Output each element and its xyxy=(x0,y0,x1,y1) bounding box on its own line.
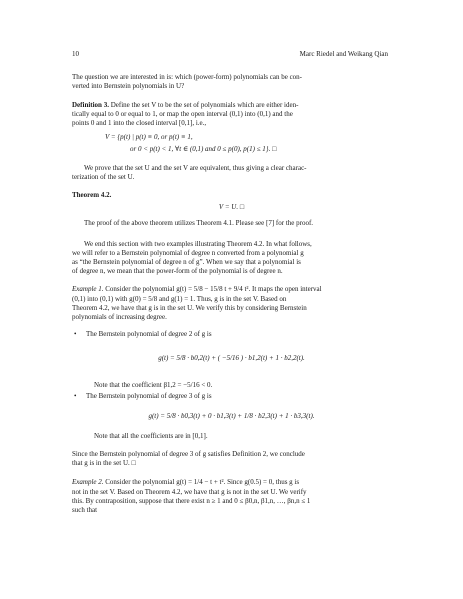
definition-line-2: tically equal to 0 or equal to 1, or map the open interval (0,1) into (0,1) and the xyxy=(72,110,293,118)
intro-line-1: The question we are interested in is: which (power-form) polynomials can be con- xyxy=(72,73,303,81)
example2-line-4: such that xyxy=(72,506,98,514)
example1-line-4: polynomials of increasing degree. xyxy=(72,313,167,321)
example1-conclusion-line-1: Since the Bernstein polynomial of degree 3 of g satisfies Definition 2, we conclude xyxy=(72,450,305,458)
definition-line-3: points 0 and 1 into the closed interval [0,1], i.e., xyxy=(72,119,207,127)
paragraph-line-3: as “the Bernstein polynomial of degree n of g”. When we say that a polynomial is xyxy=(72,258,301,266)
example1-note-degree2: Note that the coefficient β1,2 = −5/16 < 0. xyxy=(94,381,213,389)
example1-conclusion-line-2: that g is in the set U. □ xyxy=(72,459,136,467)
example1-note-degree3: Note that all the coefficients are in [0,1]. xyxy=(94,432,208,440)
proof-line: The proof of the above theorem utilizes Theorem 4.1. Please see [7] for the proof. xyxy=(84,219,314,227)
paragraph-line-4: of degree n, we mean that the power-form of the polynomial is of degree n. xyxy=(72,267,283,275)
example1-line-2: (0,1) into (0,1) with g(0) = 5/8 and g(1) = 1. Thus, g is in the set V. Based on xyxy=(72,295,287,303)
example1-line-3: Theorem 4.2, we have that g is in the set U. We verify this by considering Bernstein xyxy=(72,304,307,312)
bullet-marker: • xyxy=(74,392,77,400)
example2-text: Consider the polynomial g(t) = 1/4 − t + t². Since g(0.5) = 0, thus g is xyxy=(105,478,300,486)
example1-label: Example 1. xyxy=(72,285,104,293)
equivalence-line-2: terization of the set U. xyxy=(72,173,135,181)
equivalence-line-1: We prove that the set U and the set V are equivalent, thus giving a clear charac- xyxy=(84,164,307,172)
example2-label: Example 2. xyxy=(72,478,104,486)
definition-equation-2: or 0 < p(t) < 1, ∀t ∈ (0,1) and 0 ≤ p(0), p(1) ≤ 1}. □ xyxy=(130,145,277,153)
definition-line-1 xyxy=(72,101,298,110)
running-header-authors: Marc Riedel and Weikang Qian xyxy=(299,50,388,58)
example2-line-2: not in the set V. Based on Theorem 4.2, we have that g is not in the set U. We verify xyxy=(72,488,307,496)
definition-equation-1: V = {p(t) | p(t) ≡ 0, or p(t) ≡ 1, xyxy=(105,133,193,141)
paragraph-line-1: We end this section with two examples illustrating Theorem 4.2. In what follows, xyxy=(84,240,312,248)
example1-text: Consider the polynomial g(t) = 5/8 − 15/8 t + 9/4 t². It maps the open interval xyxy=(105,285,322,293)
example2-line-1 xyxy=(72,478,299,487)
definition-text: Define the set V to be the set of polynomials which are either iden- xyxy=(110,101,299,109)
theorem-title: Theorem 4.2. xyxy=(72,191,112,199)
bullet-marker: • xyxy=(74,330,77,338)
definition-label: Definition 3. xyxy=(72,101,109,109)
paragraph-line-2: we will refer to a Bernstein polynomial of degree n converted from a polynomial g xyxy=(72,249,304,257)
example1-line-1 xyxy=(72,285,322,294)
page-number: 10 xyxy=(72,50,79,58)
example1-bullet-2: The Bernstein polynomial of degree 3 of g is xyxy=(86,392,212,400)
example1-equation-degree2: g(t) = 5/8 · b0,2(t) + ( −5/16 ) · b1,2(t) + 1 · b2,2(t). xyxy=(158,354,305,362)
example1-bullet-1: The Bernstein polynomial of degree 2 of g is xyxy=(86,330,212,338)
example2-line-3: this. By contraposition, suppose that there exist n ≥ 1 and 0 ≤ β0,n, β1,n, …, βn,n ≤ 1 xyxy=(72,497,311,505)
intro-line-2: verted into Bernstein polynomials in U? xyxy=(72,82,185,90)
example1-equation-degree3: g(t) = 5/8 · b0,3(t) + 0 · b1,3(t) + 1/8 · b2,3(t) + 1 · b3,3(t). xyxy=(148,412,315,420)
theorem-statement: V = U. □ xyxy=(218,203,245,211)
